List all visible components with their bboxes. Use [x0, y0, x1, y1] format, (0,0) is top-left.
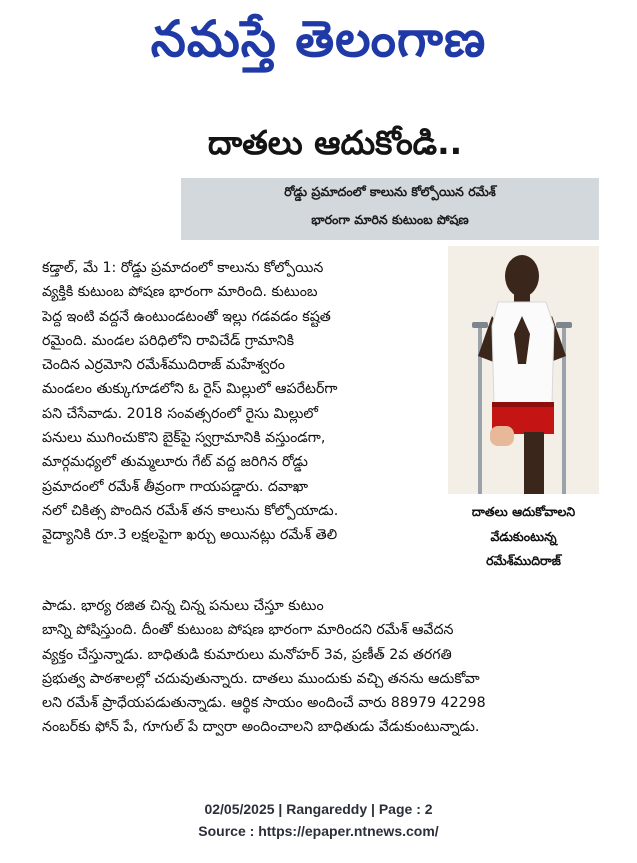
body-line: పని చేసేవాడు. 2018 సంవత్సరంలో రైసు మిల్లులో — [42, 405, 319, 422]
photo-caption — [448, 500, 599, 574]
subheading-line: రోడ్డు ప్రమాదంలో కాలును కోల్పోయిన రమేశ్ — [284, 184, 496, 199]
caption-line: దాతలు ఆదుకోవాలని — [471, 504, 576, 519]
body-line: ప్రభుత్వ పాఠశాలల్లో చదువుతున్నారు. దాతలు ముందుకు వచ్చి తనను ఆదుకోవా — [42, 670, 480, 687]
body-line: వ్యక్తికి కుటుంబ పోషణ భారంగా మారింది. కుటుంబ — [42, 284, 318, 301]
body-line: నలో చికిత్స పొందిన రమేశ్ తన కాలును కోల్పోయాడు. — [42, 502, 339, 519]
body-line: వైద్యానికి రూ.3 లక్షలపైగా ఖర్చు అయినట్లు రమేశ్ తెలి — [42, 527, 338, 544]
body-line: ప్రమాదంలో రమేశ్ తీవ్రంగా గాయపడ్డారు. దవాఖా — [42, 478, 309, 495]
body-line: బాన్ని పోషిస్తుంది. దీంతో కుటుంబ పోషణ భారంగా మారిందని రమేశ్ ఆవేదన — [42, 622, 454, 639]
body-line: మార్గమధ్యలో తుమ్మలూరు గేట్ వద్ద జరిగిన రోడ్డు — [42, 454, 308, 471]
footer-meta: 02/05/2025 | Rangareddy | Page : 2 — [204, 801, 433, 817]
footer-source-link[interactable]: Source : https://epaper.ntnews.com/ — [198, 823, 439, 839]
newspaper-masthead: నమస్తే తెలంగాణ — [150, 9, 487, 68]
body-line: మండలం తుక్కుగూడలోని ఓ రైస్ మిల్లులో ఆపరేటర్‌గా — [42, 381, 338, 398]
article-photo — [448, 246, 599, 494]
article-headline: దాతలు ఆదుకోండి.. — [207, 123, 463, 162]
caption-line: రమేశ్‌ముదిరాజ్ — [486, 553, 561, 568]
page-footer — [0, 798, 637, 842]
body-line: లని రమేశ్ ప్రాధేయపడుతున్నాడు. ఆర్థిక సాయం అందించే వారు 88979 42298 — [42, 695, 486, 712]
body-line: వ్యక్తం చేస్తున్నాడు. బాధితుడి కుమారులు మనోహర్ 3వ, ప్రణీత్ 2వ తరగతి — [42, 646, 452, 663]
article-body-full-width — [42, 594, 609, 740]
body-line: పాడు. భార్య రజిత చిన్న చిన్న పనులు చేస్తూ కుటుం — [42, 598, 324, 614]
caption-line: వేడుకుంటున్న — [490, 528, 557, 544]
subheading-line: భారంగా మారిన కుటుంబ పోషణ — [311, 212, 469, 227]
article-body-column — [42, 256, 448, 548]
body-line: చెందిన ఎర్రమోని రమేశ్‌ముదిరాజ్ మహేశ్వరం — [42, 357, 285, 374]
subheading-box — [181, 178, 599, 240]
body-line: రమైంది. మండల పరిధిలోని రావిచేడ్ గ్రామానికి — [42, 332, 295, 349]
body-line: పనులు ముగించుకొని బైక్‌పై స్వగ్రామానికి వస్తుండగా, — [42, 430, 326, 447]
body-line: పెద్ద ఇంటి వద్దనే ఉంటుండటంతో ఇల్లు గడవడం కష్టత — [42, 308, 331, 325]
body-line: కడ్తాల్, మే 1: రోడ్డు ప్రమాదంలో కాలును కోల్పోయిన — [42, 260, 324, 276]
person-on-crutches-illustration — [448, 246, 599, 494]
body-line: నంబర్‌కు ఫోన్ పే, గూగుల్ పే ద్వారా అందించాలని బాధితుడు వేడుకుంటున్నాడు. — [42, 719, 480, 736]
